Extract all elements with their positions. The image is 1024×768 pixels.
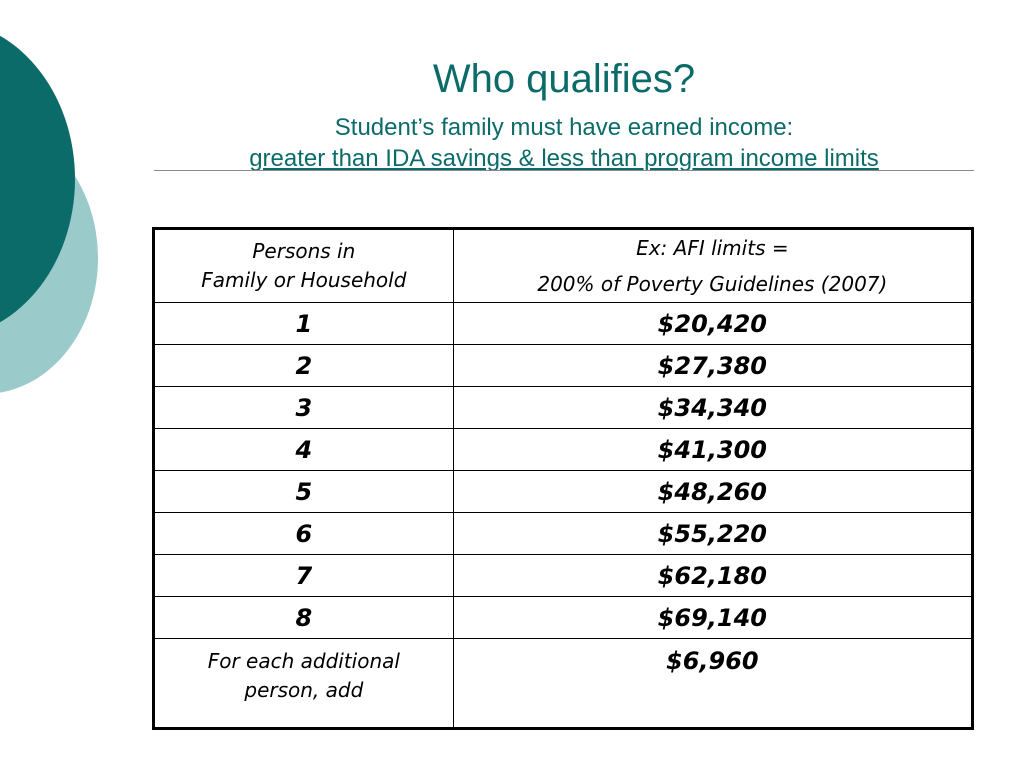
income-limits-table — [152, 227, 974, 730]
table-row — [154, 597, 973, 639]
table-row — [154, 345, 973, 387]
persons-cell: 8 — [154, 597, 454, 639]
limit-cell: $41,300 — [453, 429, 972, 471]
additional-person-label-line-1: For each additional — [207, 649, 400, 673]
additional-person-value: $6,960 — [453, 639, 972, 729]
table-row — [154, 387, 973, 429]
header-limits-line-2: 200% of Poverty Guidelines (2007) — [537, 272, 888, 296]
slide-title: Who qualifies? — [432, 57, 696, 101]
persons-cell: 5 — [154, 471, 454, 513]
additional-person-label-line-2: person, add — [244, 678, 364, 702]
limit-cell: $34,340 — [453, 387, 972, 429]
persons-cell: 6 — [154, 513, 454, 555]
persons-cell: 4 — [154, 429, 454, 471]
limit-cell: $55,220 — [453, 513, 972, 555]
header-persons-line-2: Family or Household — [201, 268, 407, 292]
persons-cell: 2 — [154, 345, 454, 387]
title-divider — [154, 170, 974, 171]
limit-cell: $62,180 — [453, 555, 972, 597]
table-row — [154, 429, 973, 471]
header-limits — [453, 229, 972, 303]
persons-cell: 3 — [154, 387, 454, 429]
header-persons — [154, 229, 454, 303]
table-row — [154, 513, 973, 555]
additional-person-label — [154, 639, 454, 729]
subtitle-line-1: Student’s family must have earned income: — [334, 114, 794, 141]
persons-cell: 7 — [154, 555, 454, 597]
limit-cell: $48,260 — [453, 471, 972, 513]
table-row — [154, 471, 973, 513]
header-limits-line-1: Ex: AFI limits = — [636, 236, 789, 260]
persons-cell: 1 — [154, 303, 454, 345]
table-header-row — [154, 229, 973, 303]
table-footer-row — [154, 639, 973, 729]
limit-cell: $20,420 — [453, 303, 972, 345]
header-persons-line-1: Persons in — [252, 239, 356, 263]
limit-cell: $27,380 — [453, 345, 972, 387]
table-row — [154, 303, 973, 345]
slide-subtitle — [154, 112, 974, 174]
table-row — [154, 555, 973, 597]
limit-cell: $69,140 — [453, 597, 972, 639]
subtitle-line-2: greater than IDA savings & less than program income limits — [249, 145, 879, 172]
